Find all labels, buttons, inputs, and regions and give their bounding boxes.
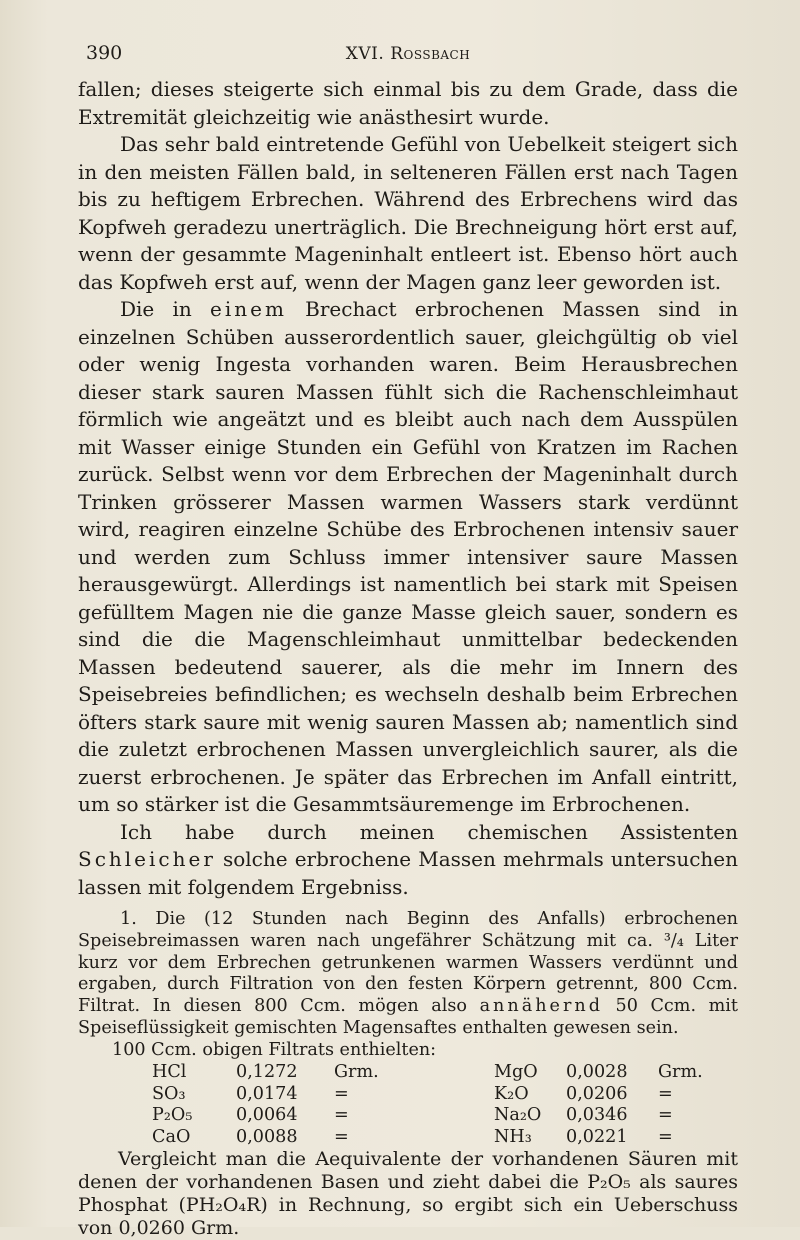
formula-cell: SO₃ [152, 1083, 186, 1104]
paragraph-1: fallen; dieses steigerte sich einmal bis zu dem Grade, dass die Extremität gleichzeitig wie anästhesirt wurde. [78, 77, 738, 129]
formula-cell: HCl [152, 1062, 187, 1083]
value-cell: 0,1272 [236, 1062, 298, 1083]
value-cell: 0,0346 [566, 1105, 628, 1126]
page-header [78, 36, 738, 76]
paragraph-3 [78, 296, 738, 819]
item-1-text-b: Liter kurz vor dem Erbrechen getrunkenen warmen Wassers verdünnt und ergaben, durch Filtration von den festen Körpern getrennt, 800 Ccm. Filtrat. In diesen 800 Ccm. mögen also [78, 930, 738, 1017]
table-row [152, 1084, 718, 1106]
unit-cell: Grm. [658, 1062, 703, 1083]
paragraph-4 [78, 819, 738, 902]
formula-cell: Na₂O [494, 1105, 542, 1126]
analysis-item-1 [78, 909, 738, 1040]
paragraph-4-rest: solche erbrochene Massen mehrmals untersuchen lassen mit folgendem Ergebniss. [78, 847, 738, 899]
paragraph-3-rest: Brechact erbrochenen Massen sind in einzelnen Schüben ausserordentlich sauer, gleichgültig ob viel oder wenig Ingesta vorhanden waren. Beim Herausbrechen dieser stark sauren Massen fühlt sich die Rachenschleimhaut förmlich wie angeätzt und es bleibt auch nach dem Ausspülen mit Wasser einige Stunden ein Gefühl von Kratzen im Rachen zurück. Selbst wenn vor dem Erbrechen der Mageninhalt durch Trinken grösserer Massen warmen Wassers stark verdünnt wird, reagiren einzelne Schübe des Erbrochenen intensiv sauer und werden zum Schluss immer intensiver saure Massen herausgewürgt. Allerdings ist namentlich bei stark mit Speisen gefülltem Magen nie die ganze Masse gleich sauer, sondern es sind die die Magenschleimhaut unmittelbar bedeckenden Massen bedeutend sauerer, als die mehr im Innern des Speisebreies befindlichen; es wechseln deshalb beim Erbrechen öfters stark saure mit wenig sauren Massen ab; namentlich sind die zuletzt erbrochenen Massen unvergleichlich saurer, als die zuerst erbrochenen. Je später das Erbrechen im Anfall eintritt, um so stärker ist die Gesammtsäuremenge im Erbrochenen. [78, 297, 738, 816]
formula-cell: NH₃ [494, 1126, 532, 1147]
unit-cell: = [658, 1126, 673, 1147]
paragraph-2: Das sehr bald eintretende Gefühl von Uebelkeit steigert sich in den meisten Fällen bald, in selteneren Fällen erst nach Tagen bis zu heftigem Erbrechen. Während des Erbrechens wird das Kopfweh geradezu unerträglich. Die Brechneigung hört erst auf, wenn der gesammte Mageninhalt entleert ist. Ebenso hört auch das Kopfweh erst auf, wenn der Magen ganz leer geworden ist. [78, 132, 738, 294]
table-caption: 100 Ccm. obigen Filtrats enthielten: [112, 1039, 437, 1060]
formula-cell: K₂O [494, 1083, 529, 1104]
formula-cell: P₂O₅ [152, 1105, 193, 1126]
spaced-word-einem: einem [210, 297, 287, 321]
value-cell: 0,0206 [566, 1083, 628, 1104]
fraction: ³/₄ [663, 930, 684, 951]
value-cell: 0,0088 [236, 1126, 298, 1147]
spaced-name-schleicher: Schleicher [78, 847, 216, 871]
formula-cell: CaO [152, 1126, 191, 1147]
value-cell: 0,0064 [236, 1105, 298, 1126]
item-1-text-a: 1. Die (12 Stunden nach Beginn des Anfalls) erbrochenen Speisebreimassen waren nach ungefährer Schätzung mit ca. [78, 909, 738, 951]
unit-cell: = [334, 1083, 349, 1104]
value-cell: 0,0174 [236, 1083, 298, 1104]
formula-cell: MgO [494, 1062, 538, 1083]
running-head-author: Rossbach [390, 44, 471, 64]
chemical-table [152, 1062, 718, 1148]
table-row [152, 1127, 718, 1149]
table-row [152, 1105, 718, 1127]
small-print-section [78, 909, 738, 1240]
page-number: 390 [86, 42, 123, 64]
closing-paragraph: Vergleicht man die Aequivalente der vorhandenen Säuren mit denen der vorhandenen Basen und zieht dabei die P₂O₅ als saures Phosphat (PH₂O₄R) in Rechnung, so ergibt sich ein Ueberschuss von 0,0260 Grm. [78, 1148, 738, 1240]
unit-cell: = [658, 1083, 673, 1104]
value-cell: 0,0028 [566, 1062, 628, 1083]
table-row [152, 1062, 718, 1084]
item-1-text-c: 50 Ccm. mit Speiseflüssigkeit gemischten Magensaftes enthalten gewesen sein. [78, 996, 738, 1038]
unit-cell: Grm. [334, 1062, 379, 1083]
spaced-word-annaehernd: annähernd [479, 996, 603, 1017]
analysis-block [112, 1040, 738, 1149]
unit-cell: = [334, 1126, 349, 1147]
value-cell: 0,0221 [566, 1126, 628, 1147]
running-head [78, 44, 738, 64]
main-text [78, 76, 738, 901]
unit-cell: = [658, 1105, 673, 1126]
paragraph-4-start: Ich habe durch meinen chemischen Assistenten [120, 819, 738, 844]
paragraph-3-start: Die in [120, 297, 211, 321]
running-head-chapter: XVI. [345, 44, 391, 64]
unit-cell: = [334, 1105, 349, 1126]
